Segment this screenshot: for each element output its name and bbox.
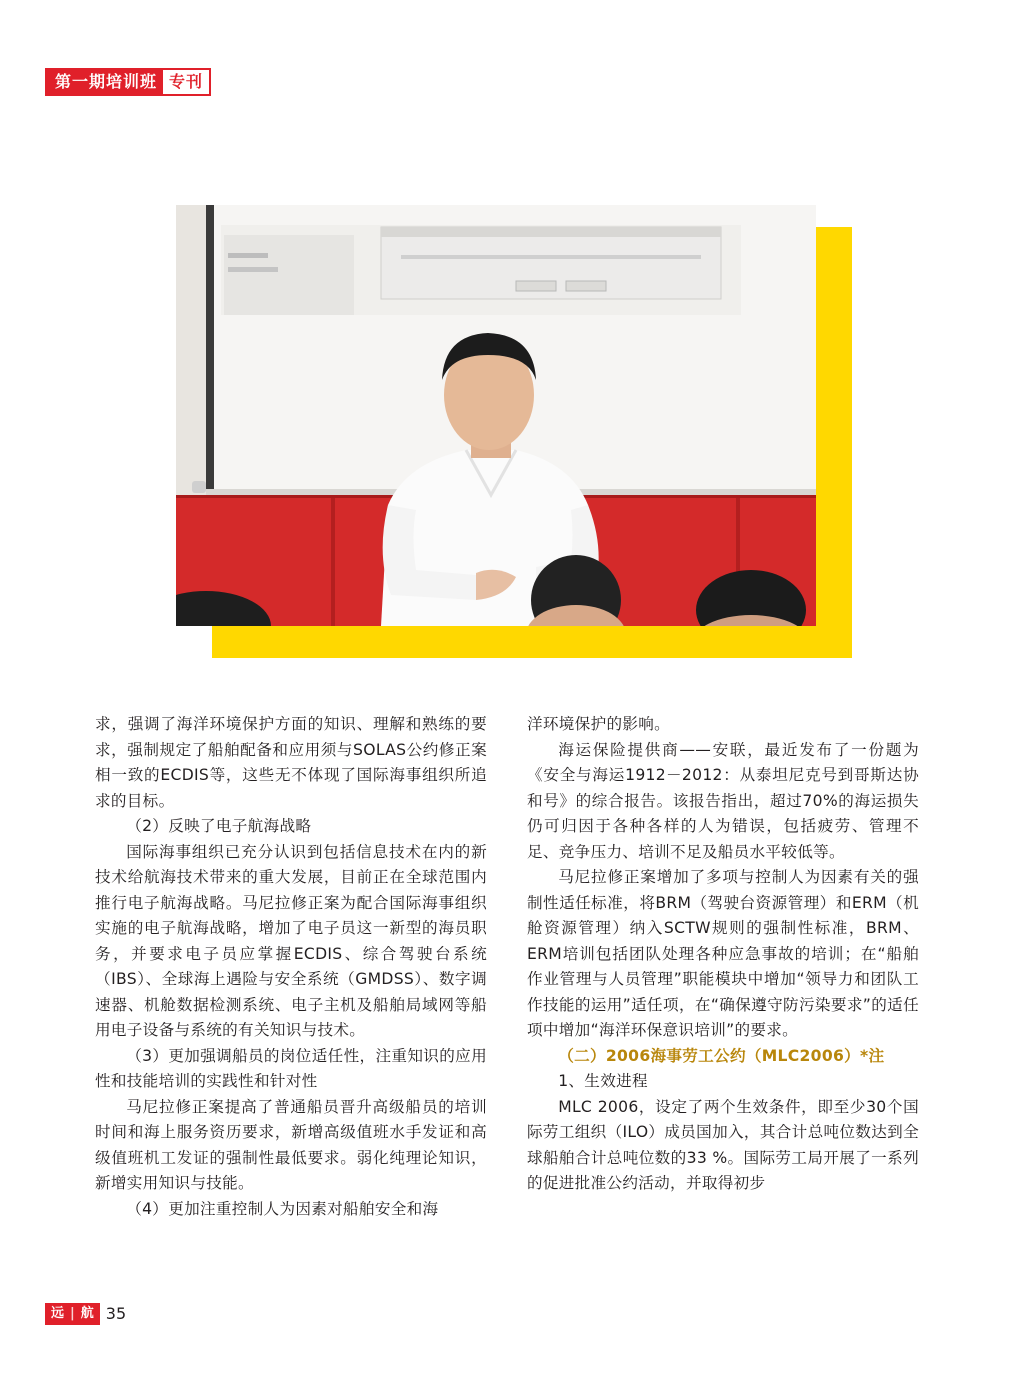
- lecture-photo: [176, 205, 816, 626]
- left-paragraph-3: 国际海事组织已充分认识到包括信息技术在内的新技术给航海技术带来的重大发展，目前正在全球范围内推行电子航海战略。马尼拉修正案为配合国际海事组织实施的电子航海战略，增加了电子员这一新型的海员职务，并要求电子员应掌握ECDIS、综合驾驶台系统（IBS）、全球海上遇险与安全系统（GMDSS）、数字调速器、机舱数据检测系统、电子主机及船舶局域网等船用电子设备与系统的有关知识与技术。: [95, 842, 487, 1039]
- magazine-logo: [45, 1303, 100, 1325]
- left-column: [95, 712, 487, 1222]
- right-paragraph-3: 马尼拉修正案增加了多项与控制人为因素有关的强制性适任标准，将BRM（驾驶台资源管理）和ERM（机舱资源管理）纳入SCTW规则的强制性标准，BRM、ERM培训包括团队处理各种应急事故的培训；在“船舶作业管理与人员管理”职能模块中增加“领导力和团队工作技能的运用”适任项，在“确保遵守防污染要求”的适任项中增加“海洋环保意识培训”的要求。: [527, 868, 919, 1039]
- left-subheading-6: （4）更加注重控制人为因素对船舶安全和海: [126, 1199, 439, 1218]
- right-paragraph-1: 洋环境保护的影响。: [527, 715, 671, 733]
- page-number: 35: [105, 1304, 127, 1323]
- lecture-photo-illustration: [176, 205, 816, 626]
- section-label: 专刊: [163, 70, 209, 94]
- right-paragraph-6: MLC 2006，设定了两个生效条件，即至少30个国际劳工组织（ILO）成员国加入，其合计总吨位数达到全球船舶合计总吨位数的33 %。国际劳工局开展了一系列的促进批准公约活动，并取得初步: [527, 1097, 919, 1192]
- section-series: 第一期培训班: [47, 70, 163, 94]
- section-heading-mlc: （二）2006海事劳工公约（MLC2006）*注: [558, 1046, 885, 1065]
- page-footer: [45, 1302, 126, 1326]
- section-tag: [45, 68, 211, 96]
- right-column: [527, 712, 919, 1197]
- logo-char-2: 航: [80, 1306, 94, 1321]
- left-subheading-4: （3）更加强调船员的岗位适任性，注重知识的应用性和技能培训的实践性和针对性: [95, 1046, 487, 1090]
- left-paragraph-5: 马尼拉修正案提高了普通船员晋升高级船员的培训时间和海上服务资历要求，新增高级值班水手发证和高级值班机工发证的强制性最低要求。弱化纯理论知识，新增实用知识与技能。: [95, 1097, 487, 1192]
- logo-separator: |: [70, 1306, 75, 1321]
- right-paragraph-2: 海运保险提供商——安联，最近发布了一份题为《安全与海运1912－2012：从泰坦尼克号到哥斯达协和号》的综合报告。该报告指出，超过70%的海运损失仍可归因于各种各样的人为错误，包括疲劳、管理不足、竞争压力、培训不足及船员水平较低等。: [527, 740, 919, 861]
- left-paragraph-1: 求，强调了海洋环境保护方面的知识、理解和熟练的要求，强制规定了船舶配备和应用须与SOLAS公约修正案相一致的ECDIS等，这些无不体现了国际海事组织所追求的目标。: [95, 715, 487, 810]
- logo-char-1: 远: [51, 1306, 65, 1321]
- right-subheading-5: 1、生效进程: [558, 1072, 648, 1090]
- left-subheading-2: （2）反映了电子航海战略: [126, 817, 312, 835]
